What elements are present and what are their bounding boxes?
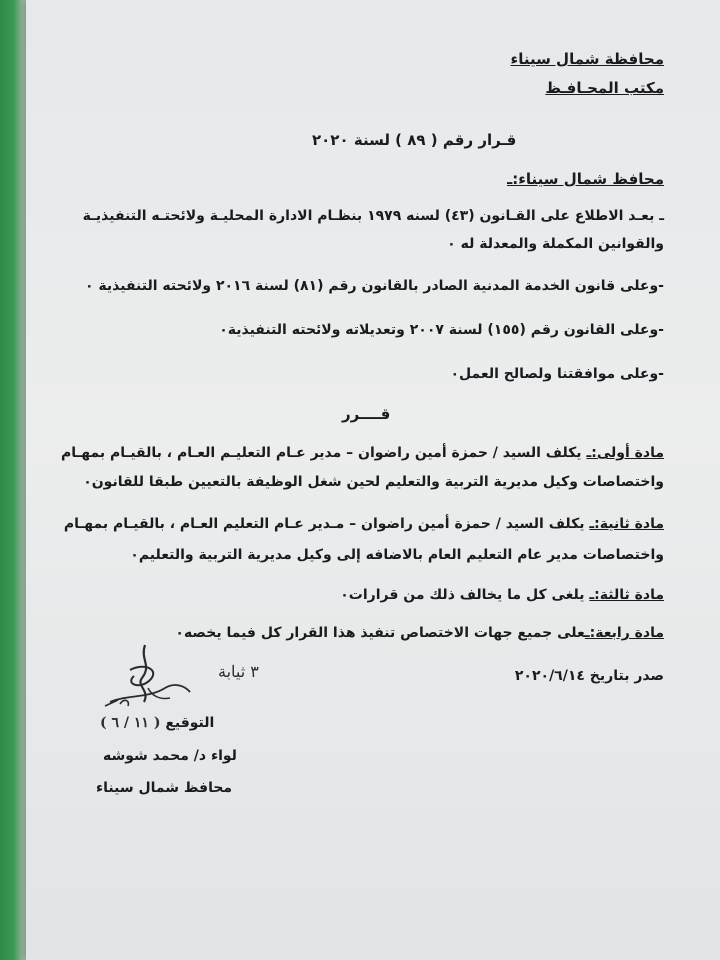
header-governorate: محافظة شمال سيناء [510,50,664,68]
article-4-label: مادة رابعة:ـ [584,625,664,641]
decree-title: قـرار رقم ( ٨٩ ) لسنة ٢٠٢٠ [312,131,517,149]
issued-date: صدر بتاريخ ٢٠٢٠/٦/١٤ [514,668,664,684]
signatory-title: محافظ شمال سيناء [96,780,233,796]
signatory-name: لواء د/ محمد شوشه [103,748,237,764]
preamble-line-1: ـ بعـد الاطلاع على القـانون (٤٣) لسنه ١٩٧٩ بنظـام الادارة المحليـة ولائحتـه التنفيذيـة [82,208,664,224]
handwritten-note: ٣ ثيابة [218,662,259,681]
article-2-text-1: يكلف السيد / حمزة أمين راضوان – مـدير عـام التعليم العـام ، بالقيـام بمهـام [63,516,590,532]
article-3-line [340,588,664,602]
article-1-line-2: واختصاصات وكيل مديرية التربية والتعليم لحين شغل الوظيفة بالتعيين طبقا للقانون٠ [83,474,664,490]
signature-label: التوقيع [165,715,215,731]
signature-scribble [90,640,220,720]
signature-date: ( ١١ / ٦ ) [100,715,161,731]
preamble-line-2: والقوانين المكملة والمعدلة له ٠ [447,236,664,252]
article-3-label: مادة ثالثة:ـ [589,587,664,603]
article-4-text: على جميع جهات الاختصاص تنفيذ هذا القرار كل فيما يخصه٠ [175,625,585,641]
article-2-line-2: واختصاصات مدير عام التعليم العام بالاضافه إلى وكيل مديرية التربية والتعليم٠ [130,547,664,563]
preamble-line-4: -وعلى القانون رقم (١٥٥) لسنة ٢٠٠٧ وتعديلاته ولائحته التنفيذية٠ [219,322,664,338]
article-3-text: يلغى كل ما يخالف ذلك من قرارات٠ [340,587,590,603]
article-2-label: مادة ثانية:ـ [589,516,664,532]
preamble-line-3: -وعلى قانون الخدمة المدنية الصادر بالقانون رقم (٨١) لسنة ٢٠١٦ ولائحته التنفيذية ٠ [84,278,664,294]
decides-heading: قــــرر [342,405,391,423]
article-1-label: مادة أولى:ـ [586,445,664,461]
article-1-text-1: يكلف السيد / حمزة أمين راضوان – مدير عـام التعليـم العـام ، بالقيـام بمهـام [60,445,587,461]
preamble-line-5: -وعلى موافقتنا ولصالح العمل٠ [450,366,664,382]
article-2-line-1 [64,517,664,531]
header-office: مكتب المحـافـظ [545,79,664,97]
article-1-line-1 [61,446,664,460]
addressee: محافظ شمال سيناء:ـ [507,170,664,188]
article-4-line [175,626,664,640]
signature-line [100,716,214,730]
